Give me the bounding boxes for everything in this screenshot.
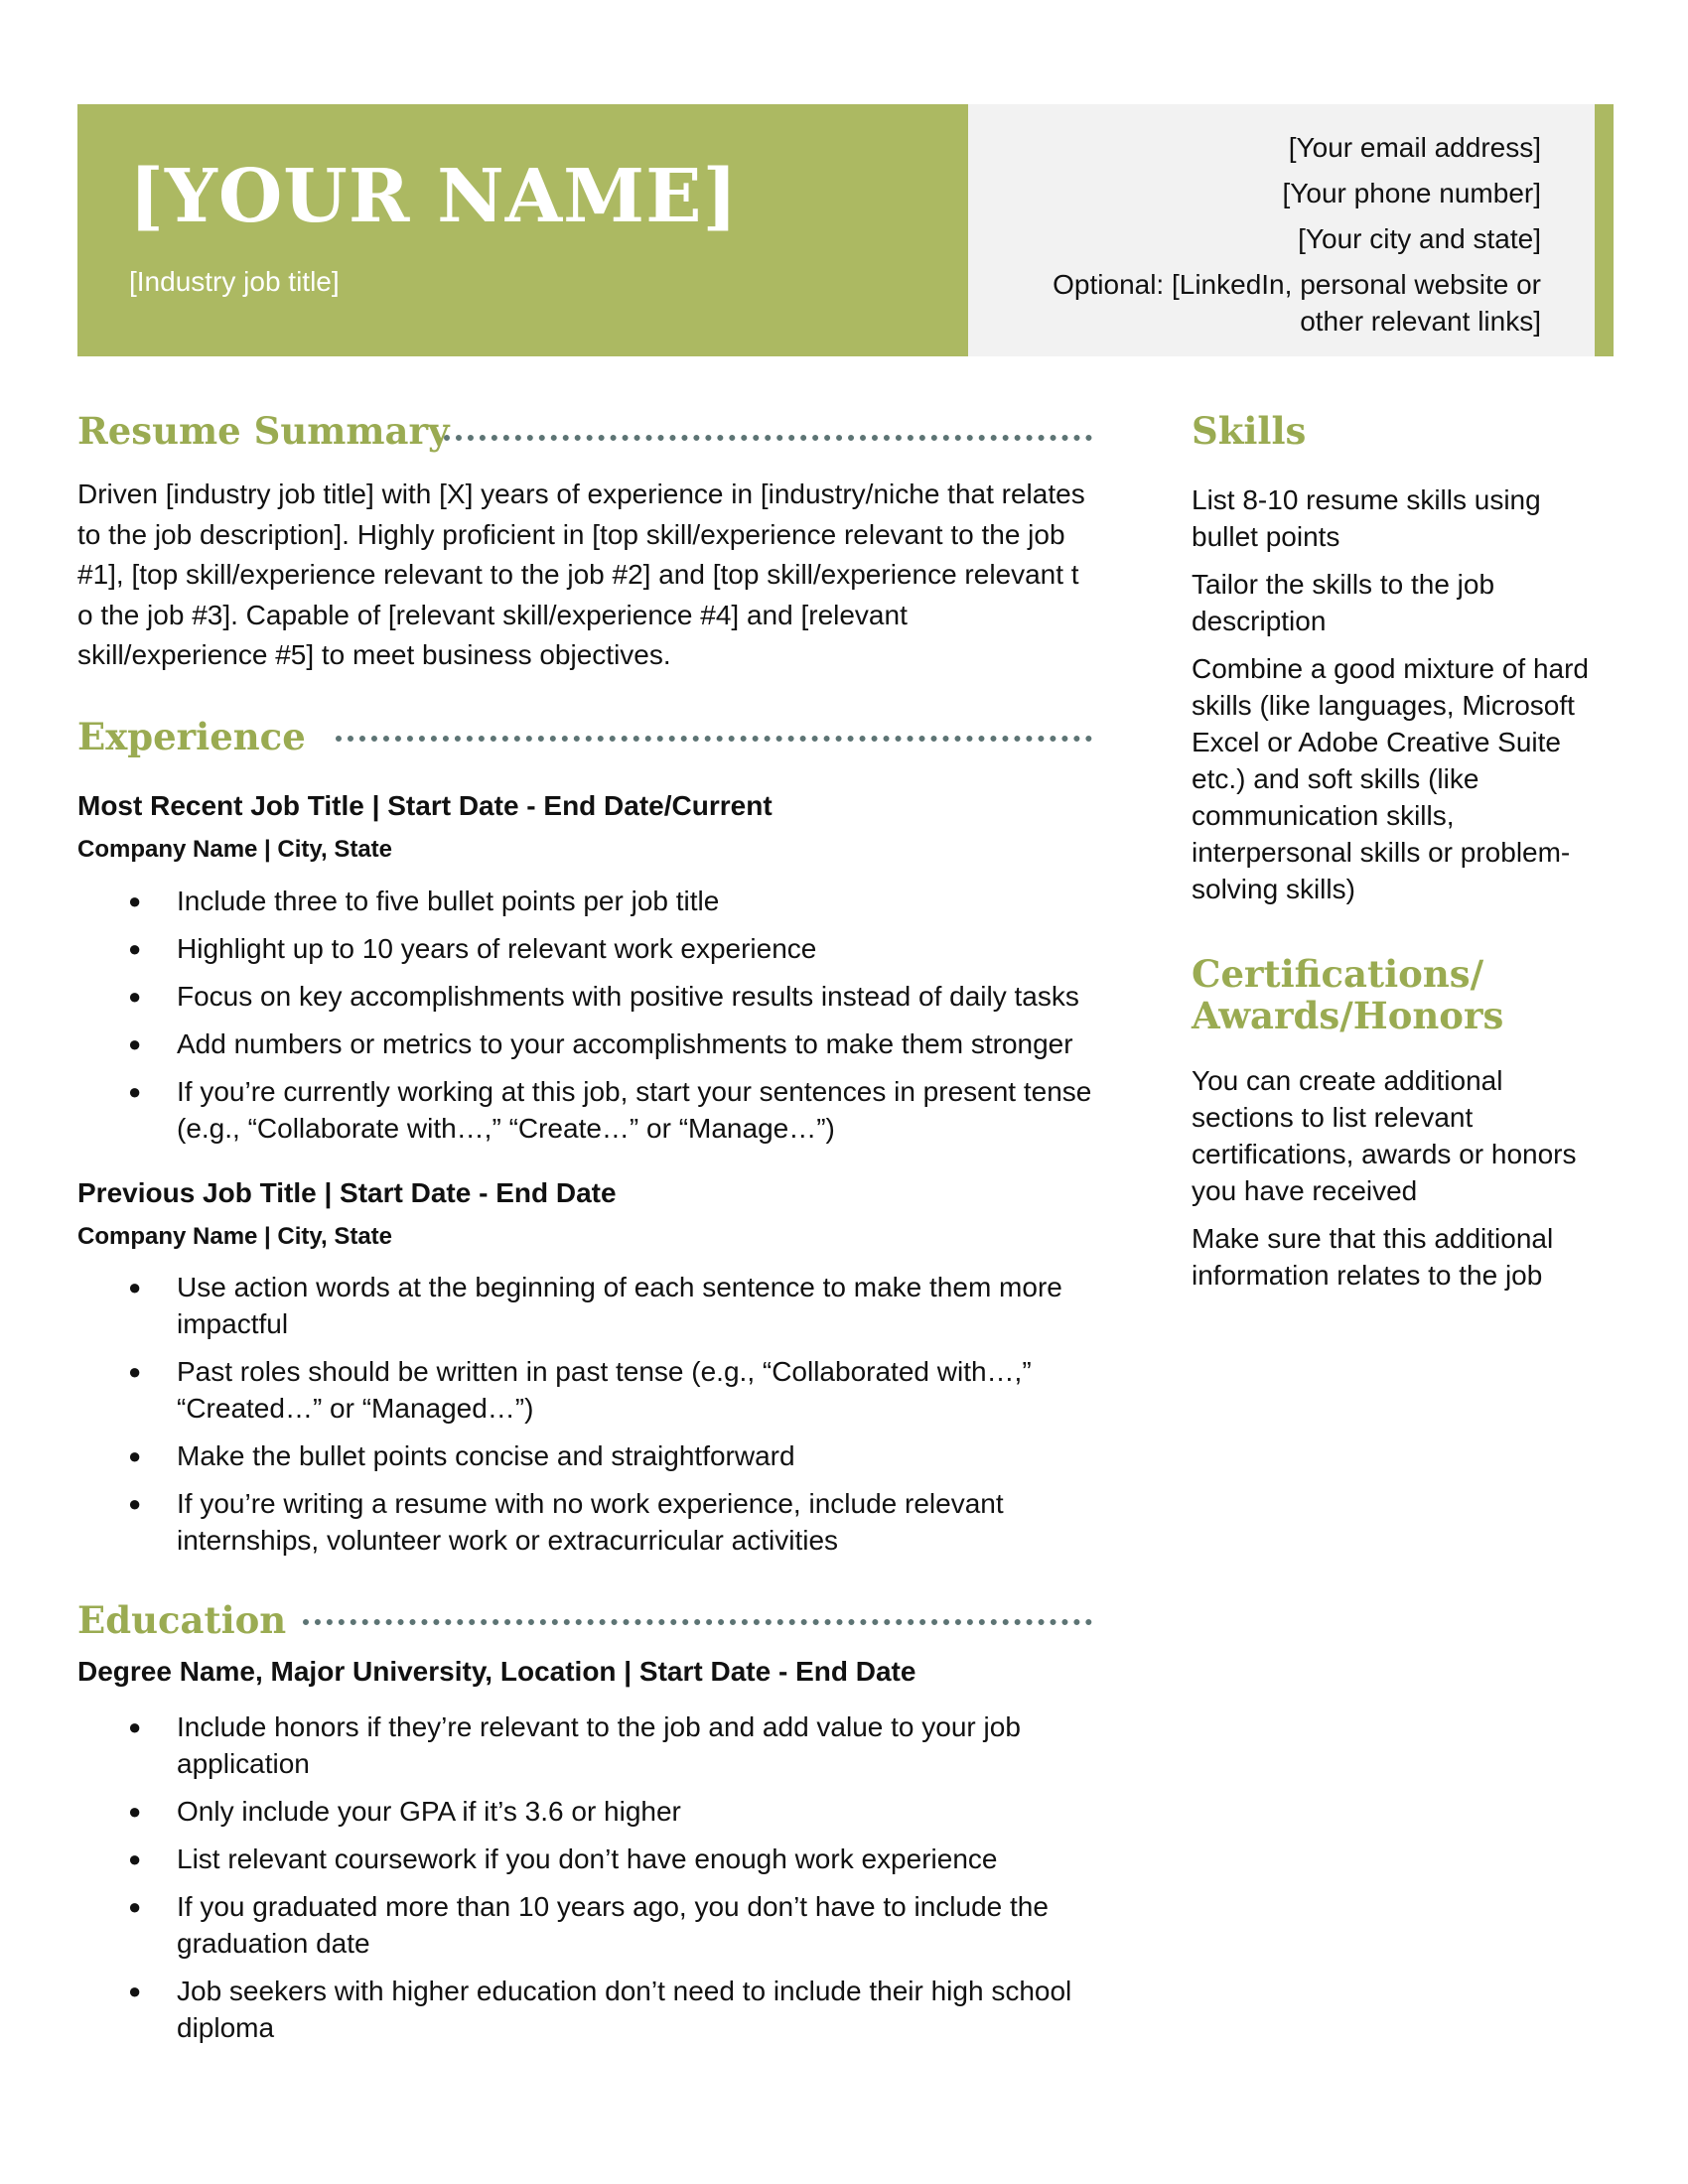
contact-phone: [Your phone number]: [1282, 178, 1541, 208]
skills-list: [1192, 481, 1609, 918]
list-item: ● Past roles should be written in past tense (e.g., “Collaborated with…,” “Created…” or “Managed…”): [77, 1353, 1100, 1427]
list-item: ● If you graduated more than 10 years ago, you don’t have to include the graduation date: [77, 1888, 1100, 1962]
header-accent-bar: [1595, 104, 1614, 356]
contact-email: [Your email address]: [1288, 132, 1541, 163]
list-item: ● If you’re currently working at this job, start your sentences in present tense (e.g., “Collaborate with…,” “Create…” or “Manage…”): [77, 1073, 1100, 1147]
summary-text: Driven [industry job title] with [X] years of experience in [industry/niche that relates to the job description]. Highly proficient in [top skill/experience relevant to the job #1], [top skill/experience relevant to the job #2] and [top skill/experience relevant t o the job #3]. Capable of [relevant skill/experience #4] and [relevant skill/experience #5] to meet business objectives.: [77, 478, 1085, 670]
skill-item: Combine a good mixture of hard skills (like languages, Microsoft Excel or Adobe Creative Suite etc.) and soft skills (like communication skills, interpersonal skills or problem-solving skills): [1192, 653, 1589, 904]
education-divider: [303, 1619, 1092, 1625]
list-item: ● Add numbers or metrics to your accomplishments to make them stronger: [77, 1025, 1100, 1062]
skill-item: List 8-10 resume skills using bullet points: [1192, 484, 1541, 552]
certifications-heading-line-1: Certifications/: [1192, 952, 1484, 996]
list-item: ● List relevant coursework if you don’t have enough work experience: [77, 1841, 1100, 1877]
list-item: ● Use action words at the beginning of each sentence to make them more impactful: [77, 1269, 1100, 1342]
list-item: ● Highlight up to 10 years of relevant work experience: [77, 930, 1100, 967]
job-1-bullets: [77, 883, 1100, 1158]
certifications-heading: [1192, 953, 1503, 1036]
summary-divider: [444, 435, 1092, 441]
education-bullets: [77, 1708, 1100, 2057]
certifications-heading-line-2: Awards/Honors: [1192, 994, 1504, 1037]
summary-heading: Resume Summary: [77, 409, 450, 453]
job-2-title: Previous Job Title | Start Date - End Date: [77, 1177, 617, 1208]
experience-divider: [336, 736, 1092, 742]
list-item: ● Job seekers with higher education don’t need to include their high school diploma: [77, 1973, 1100, 2046]
job-2-company: Company Name | City, State: [77, 1223, 393, 1250]
list-item: ● Make the bullet points concise and straightforward: [77, 1437, 1100, 1474]
list-item: ● Only include your GPA if it’s 3.6 or higher: [77, 1793, 1100, 1830]
list-item: ● Focus on key accomplishments with positive results instead of daily tasks: [77, 978, 1100, 1015]
list-item: ● Include honors if they’re relevant to the job and add value to your job application: [77, 1708, 1100, 1782]
certifications-list: [1192, 1062, 1609, 1304]
education-heading: Education: [77, 1598, 287, 1642]
contact-links: Optional: [LinkedIn, personal website or other relevant links]: [1053, 269, 1541, 337]
skills-heading: Skills: [1192, 409, 1307, 453]
certification-item: Make sure that this additional information relates to the job: [1192, 1223, 1554, 1291]
job-1-company: Company Name | City, State: [77, 836, 393, 863]
degree-line: Degree Name, Major University, Location | Start Date - End Date: [77, 1656, 916, 1687]
list-item: ● If you’re writing a resume with no work experience, include relevant internships, volunteer work or extracurricular activities: [77, 1485, 1100, 1559]
contact-block: [985, 125, 1541, 340]
experience-heading: Experience: [77, 715, 306, 758]
candidate-job-title: [Industry job title]: [129, 266, 340, 297]
candidate-name: [YOUR NAME]: [129, 154, 739, 239]
job-2-bullets: [77, 1269, 1100, 1570]
job-1-title: Most Recent Job Title | Start Date - End Date/Current: [77, 790, 773, 821]
certification-item: You can create additional sections to list relevant certifications, awards or honors you have received: [1192, 1065, 1577, 1206]
skill-item: Tailor the skills to the job description: [1192, 569, 1495, 636]
contact-city-state: [Your city and state]: [1298, 223, 1541, 254]
list-item: ● Include three to five bullet points per job title: [77, 883, 1100, 919]
